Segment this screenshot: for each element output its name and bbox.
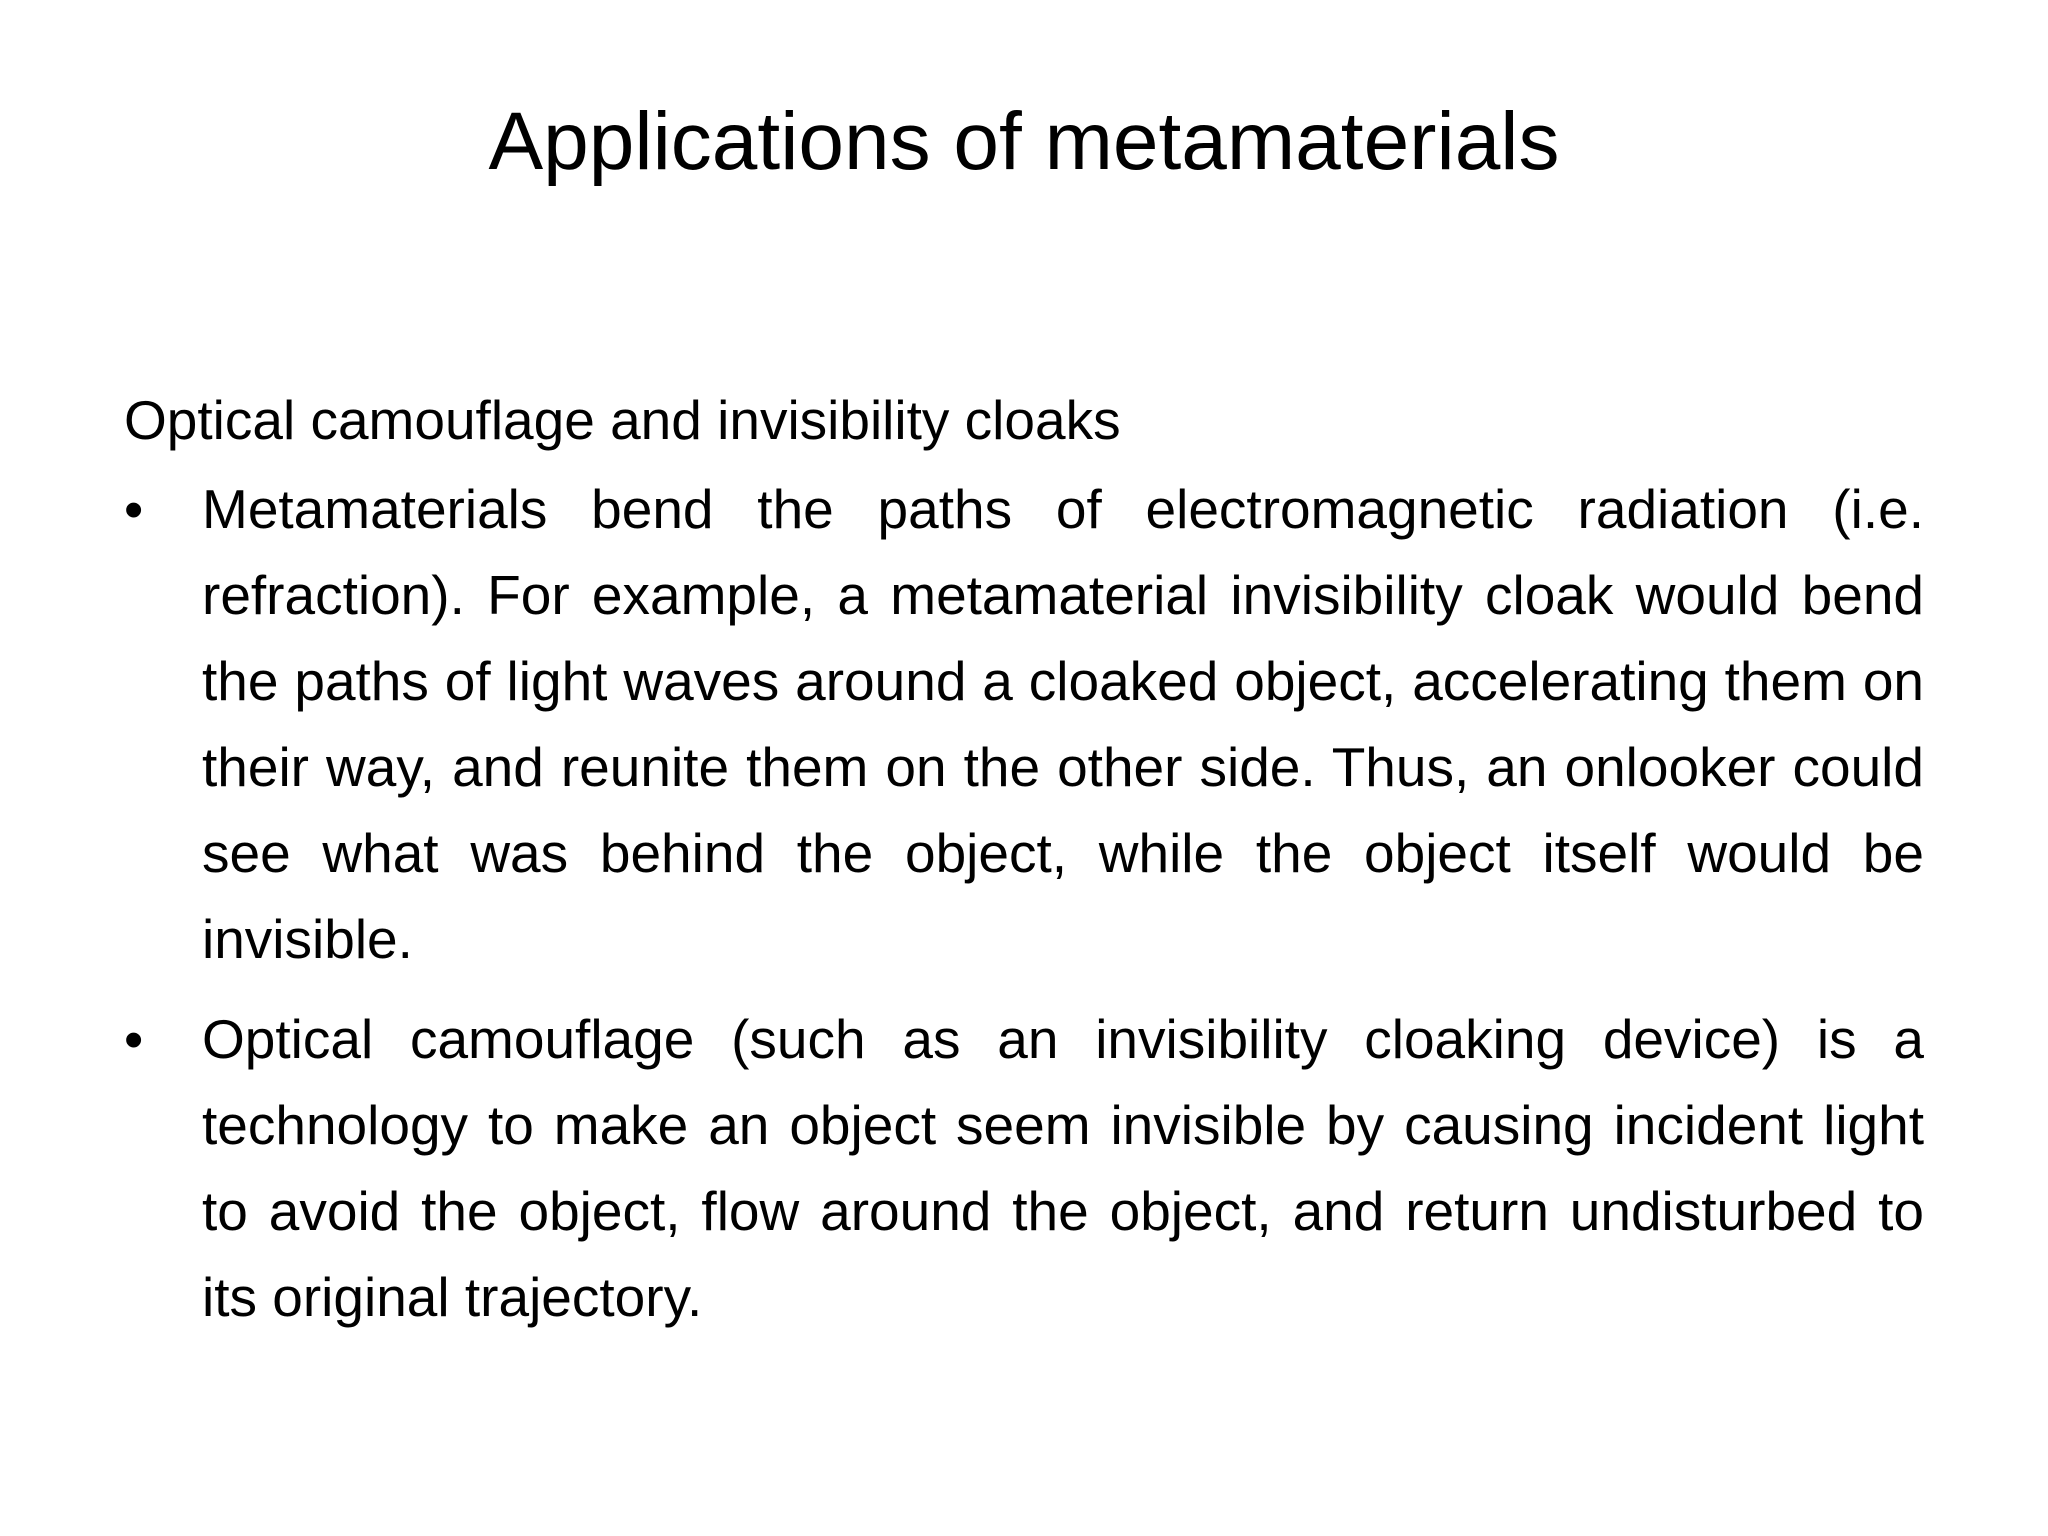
slide-content [124, 382, 1924, 1354]
bullet-text: Optical camouflage (such as an invisibility cloaking device) is a technology to make an object seem invisible by causing incident light to avoid the object, flow around the object, and return undisturbed to its original trajectory. [202, 1008, 1924, 1328]
bullet-text: Metamaterials bend the paths of electromagnetic radiation (i.e. refraction). For example, a metamaterial invisibility cloak would bend the paths of light waves around a cloaked object, accelerating them on their way, and reunite them on the other side. Thus, an onlooker could see what was behind the object, while the object itself would be invisible. [202, 478, 1924, 970]
section-subheading: Optical camouflage and invisibility cloaks [124, 389, 1121, 451]
bullet-dot-icon: • [124, 478, 144, 540]
bullet-item [124, 466, 1924, 982]
bullet-item [124, 996, 1924, 1340]
bullet-list [124, 466, 1924, 1340]
bullet-dot-icon: • [124, 1008, 144, 1070]
slide-title: Applications of metamaterials [488, 96, 1560, 187]
